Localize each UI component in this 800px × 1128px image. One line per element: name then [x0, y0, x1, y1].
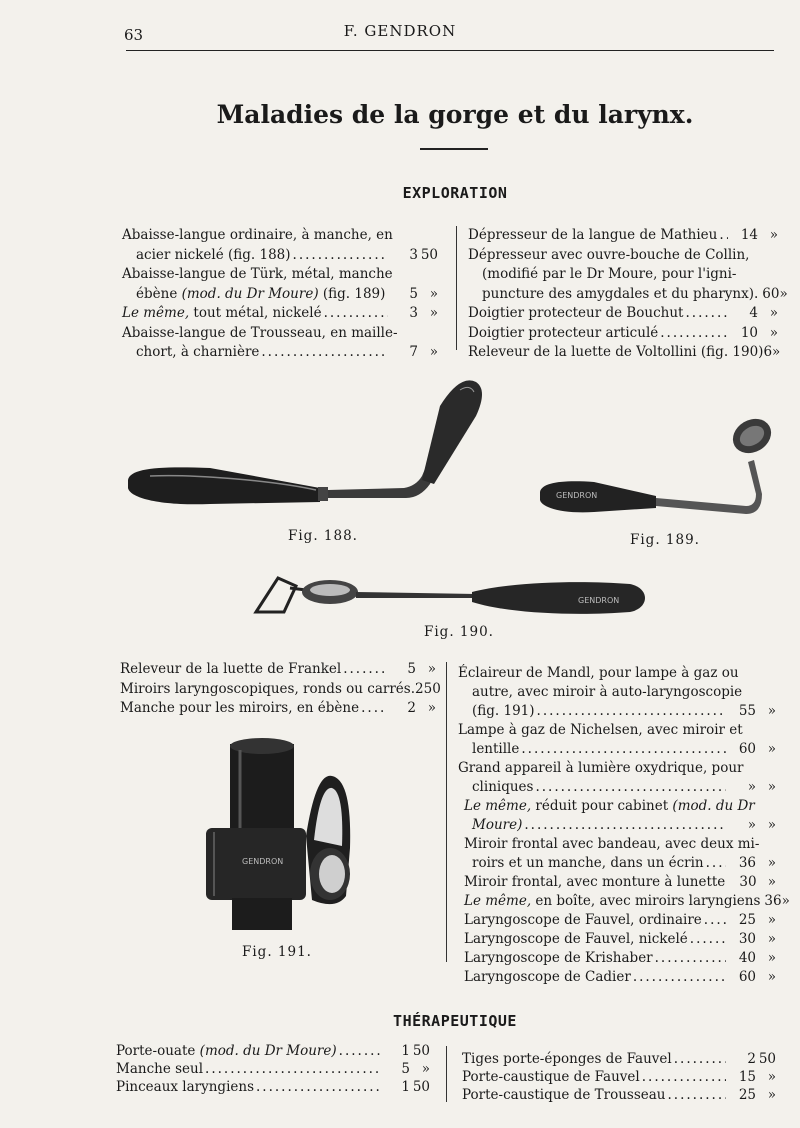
list-item: Laryngoscope de Fauvel, nickelé ..... 30 » [458, 930, 776, 949]
fig-188-caption: Fig. 188. [288, 528, 358, 544]
fig-188-illustration [120, 376, 490, 516]
list-item: Laryngoscope de Cadier ..... 60 » [458, 968, 776, 987]
list-item: Doigtier protecteur articulé ..... 10 » [468, 324, 778, 344]
fig-189-caption: Fig. 189. [630, 532, 700, 548]
fig-191-caption: Fig. 191. [242, 944, 312, 960]
list-item: Dépresseur avec ouvre-bouche de Collin, [468, 246, 750, 263]
list-item: Miroir frontal, avec monture à lunette 30 » [464, 874, 776, 890]
list-item: Porte-caustique de Fauvel ..... 15 » [462, 1068, 776, 1086]
list-item: Pinceaux laryngiens ..... 1 50 [116, 1078, 430, 1096]
list-item: Abaisse-langue de Trousseau, en maille- [122, 324, 398, 341]
list-item: Abaisse-langue de Türk, métal, manche [122, 266, 393, 282]
column-divider [446, 1046, 447, 1102]
list-item: Releveur de la luette de Voltollini (fig. 190) 6 » [468, 344, 781, 360]
list-item: lentille ..... 60 » [458, 740, 776, 759]
list-item: ébène (mod. du Dr Moure) (fig. 189) ..... 5 » [122, 285, 438, 305]
list-item: Lampe à gaz de Nichelsen, avec miroir et [458, 722, 743, 738]
list-item: Manche seul ..... 5 » [116, 1060, 430, 1078]
list-item: Laryngoscope de Krishaber ..... 40 » [458, 949, 776, 968]
list-item: Éclaireur de Mandl, pour lampe à gaz ou [458, 665, 739, 681]
list-item: (modifié par le Dr Moure, pour l'igni- [482, 266, 737, 282]
list-item: chort, à charnière ..... 7 » [122, 343, 438, 363]
list-item: puncture des amygdales et du pharynx). 60 » [482, 285, 788, 302]
list-item: Porte-caustique de Trousseau ..... 25 » [462, 1086, 776, 1104]
middle-right-column [458, 664, 790, 987]
section-exploration: EXPLORATION [402, 184, 508, 202]
list-item: roirs et un manche, dans un écrin ..... 36 » [458, 854, 776, 873]
title-rule [420, 148, 488, 150]
list-item: Le même, réduit pour cabinet (mod. du Dr [464, 798, 755, 814]
column-divider [446, 662, 447, 962]
list-item: Miroirs laryngoscopiques, ronds ou carrés. 2 50 [120, 680, 441, 697]
list-item: Doigtier protecteur de Bouchut ..... 4 » [468, 304, 778, 324]
list-item: cliniques ..... » » [458, 778, 776, 797]
therapeutique-right-column [462, 1050, 776, 1104]
section-therapeutique: THÉRAPEUTIQUE [393, 1012, 517, 1030]
list-item: Manche pour les miroirs, en ébène ..... 2 » [120, 699, 436, 719]
list-item: Moure) ..... » » [458, 816, 776, 835]
list-item: Miroir frontal avec bandeau, avec deux mi- [464, 836, 760, 852]
therapeutique-left-column [116, 1042, 430, 1096]
middle-left-column [120, 660, 441, 719]
list-item: autre, avec miroir à auto-laryngoscopie [472, 684, 743, 700]
engraving-text: GENDRON [242, 857, 284, 866]
list-item: (fig. 191) ..... 55 » [458, 702, 776, 721]
page-number: 63 [124, 26, 144, 44]
fig-189-illustration [534, 414, 774, 520]
column-divider [456, 226, 457, 350]
engraving-text: GENDRON [578, 596, 620, 605]
list-item: Le même, en boîte, avec miroirs laryngiens 36 » [464, 893, 790, 909]
fig-190-caption: Fig. 190. [424, 624, 494, 640]
page-title: Maladies de la gorge et du larynx. [216, 100, 694, 129]
exploration-right-column [468, 226, 788, 363]
list-item: Le même, tout métal, nickelé ..... 3 » [122, 304, 438, 324]
list-item: Abaisse-langue ordinaire, à manche, en [122, 227, 393, 243]
list-item: Releveur de la luette de Frankel ..... 5 » [120, 660, 436, 680]
fig-190-illustration [250, 570, 650, 622]
list-item: acier nickelé (fig. 188) ..... 3 50 [122, 246, 438, 266]
list-item: Grand appareil à lumière oxydrique, pour [458, 760, 744, 776]
list-item: Dépresseur de la langue de Mathieu ..... 14 » [468, 226, 778, 246]
engraving-text: GENDRON [556, 491, 598, 500]
list-item: Porte-ouate (mod. du Dr Moure) ..... 1 50 [116, 1042, 430, 1060]
fig-191-illustration [196, 736, 360, 936]
list-item: Tiges porte-éponges de Fauvel ..... 2 50 [462, 1050, 776, 1068]
header-rule [126, 50, 774, 51]
list-item: Laryngoscope de Fauvel, ordinaire ..... 25 » [458, 911, 776, 930]
exploration-left-column [122, 226, 438, 363]
running-head: F. GENDRON [343, 22, 457, 40]
